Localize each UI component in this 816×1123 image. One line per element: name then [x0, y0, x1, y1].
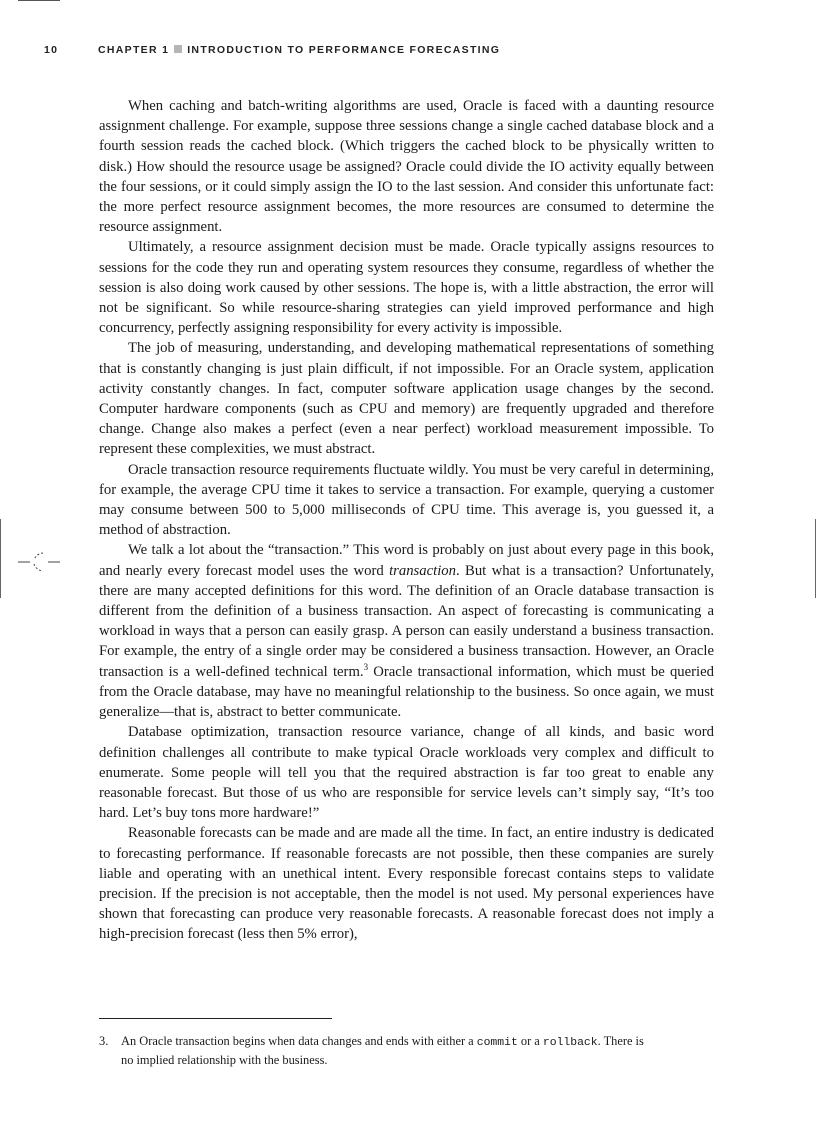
footnote-reference[interactable]: 3	[363, 661, 369, 672]
body-text	[99, 96, 714, 945]
registration-mark-icon	[16, 548, 62, 576]
code-rollback: rollback	[542, 1037, 598, 1049]
running-header	[44, 44, 500, 58]
text-run: Oracle transactional information, which must be queried from the Oracle database, may have no meaningful relationship to the business. So once again, we must generalize—that is, abstract to better communicate.	[99, 663, 714, 721]
chapter-label: CHAPTER 1	[98, 44, 170, 56]
footnote-text: An Oracle transaction begins when data changes and ends with either a	[121, 1034, 477, 1048]
text-run: . But what is a transaction? Unfortunately, there are many accepted definitions for this word. The definition of an Oracle database transaction is different from the definition of a business transaction. An aspect of forecasting is communicating a workload in ways that a person can easily grasp. A person can easily understand a business transaction. For example, the entry of a single order may be considered a business transaction. However, an Oracle transaction is a well-defined technical term.	[99, 562, 714, 680]
footnote-number: 3.	[99, 1034, 109, 1048]
left-crop-mark	[0, 519, 1, 598]
paragraph: Database optimization, transaction resource variance, change of all kinds, and basic word definition challenges all contribute to make typical Oracle workloads very complex and difficult to enumerate. Some people will tell you that the required abstraction is far too great to enable any reasonable forecast. But those of us who are responsible for service levels can’t simply say, “It’s too hard. Let’s buy tons more hardware!”	[99, 724, 714, 822]
footnote-text: . There is	[597, 1034, 644, 1048]
italic-term: transaction	[389, 562, 456, 579]
page-number: 10	[44, 44, 59, 56]
paragraph: Ultimately, a resource assignment decision must be made. Oracle typically assigns resources to sessions for the code they run and operating system resources they consume, regardless of whether the session is also doing work caused by other sessions. The hope is, with a little abstraction, the error will not be significant. So while resource-sharing strategies can yield improved performance and high concurrency, perfectly assigning responsibility for every activity is impossible.	[99, 239, 714, 337]
footnote	[99, 1033, 714, 1069]
footnote-text: or a	[517, 1034, 543, 1048]
paragraph-transaction	[99, 540, 714, 722]
code-commit: commit	[476, 1037, 518, 1049]
paragraph: Oracle transaction resource requirements fluctuate wildly. You must be very careful in determining, for example, the average CPU time it takes to service a transaction. For example, querying a customer may consume between 500 to 5,000 milliseconds of CPU time. This average is, you guessed it, a method of abstraction.	[99, 461, 714, 539]
paragraph: The job of measuring, understanding, and developing mathematical representations of something that is constantly changing is just plain difficult, if not impossible. For an Oracle system, application activity constantly changes. In fact, computer software application usage changes by the second. Computer hardware components (such as CPU and memory) are frequently upgraded and therefore change. Change also makes a perfect (even a near perfect) workload measurement impossible. To represent these complexities, we must abstract.	[99, 340, 714, 458]
paragraph: Reasonable forecasts can be made and are made all the time. In fact, an entire industry is dedicated to forecasting performance. If reasonable forecasts are not possible, then these companies are surely liable and operating with an unethical intent. Every responsible forecast contains steps to validate precision. If the precision is not acceptable, then the model is not used. My personal experiences have shown that forecasting can produce very reasonable forecasts. A reasonable forecast does not imply a high-precision forecast (less then 5% error),	[99, 825, 714, 943]
footnote-rule	[99, 1018, 332, 1019]
chapter-title: INTRODUCTION TO PERFORMANCE FORECASTING	[187, 44, 501, 56]
text-run: We talk a lot about the “transaction.” This word is probably on just about every page in this book, and nearly every forecast model uses the word	[99, 542, 714, 579]
header-separator-icon	[174, 45, 182, 53]
top-crop-rule	[18, 0, 60, 1]
paragraph: When caching and batch-writing algorithms are used, Oracle is faced with a daunting resource assignment challenge. For example, suppose three sessions change a single cached database block and a fourth session reads the cached block. (Which triggers the cached block to be physically written to disk.) How should the resource usage be assigned? Oracle could divide the IO activity equally between the four sessions, or it could simply assign the IO to the last session. And consider this unfortunate fact: the more perfect resource assignment becomes, the more resources are consumed to determine the resource assignment.	[99, 98, 714, 236]
footnote-line-2: no implied relationship with the business.	[121, 1053, 328, 1067]
